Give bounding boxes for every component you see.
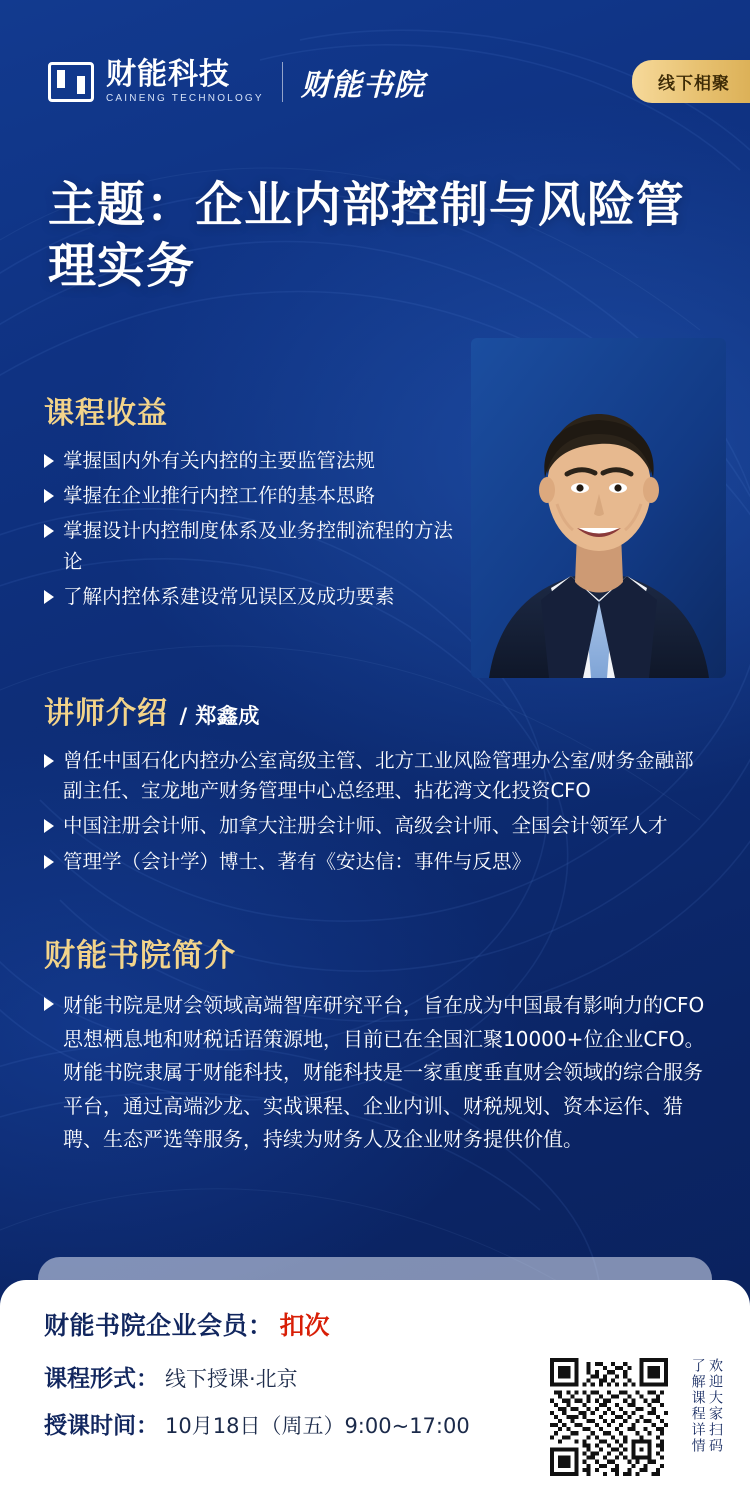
lecturer-portrait-photo: [471, 338, 726, 678]
page-title: 主题：企业内部控制与风险管理实务: [48, 177, 686, 295]
course-time-label: 授课时间：: [44, 1413, 159, 1439]
brand-name-secondary: 财能书院: [300, 68, 425, 103]
lecturer-heading-text: 讲师介绍: [44, 696, 168, 731]
list-item-text: 管理学（会计学）博士、著有《安达信：事件与反思》: [63, 849, 532, 873]
academy-intro-section: [44, 930, 712, 1162]
list-item-text: 财能书院是财会领域高端智库研究平台，旨在成为中国最有影响力的CFO思想栖息地和财税话语策源地，目前已在全国汇聚10000+位企业CFO。财能书院隶属于财能科技，财能科技是一家重度垂直财会领域的综合服务平台，通过高端沙龙、实战课程、企业内训、财税规划、资本运作、猎聘、生态严选等服务，持续为财务人及企业财务提供价值。: [63, 993, 705, 1152]
triangle-bullet-icon: [44, 997, 54, 1011]
brand-logo-text: [106, 57, 264, 104]
list-item: [44, 481, 464, 511]
list-item: [44, 847, 704, 877]
membership-value: 扣次: [279, 1311, 330, 1340]
qr-caption-line-2: 了解课程详情: [689, 1358, 706, 1454]
triangle-bullet-icon: [44, 454, 54, 468]
triangle-bullet-icon: [44, 590, 54, 604]
list-item: [44, 746, 704, 806]
intro-list: [44, 989, 712, 1157]
list-item: [44, 811, 704, 841]
lecturer-heading: [44, 688, 704, 732]
brand-name-cn: 财能科技: [106, 57, 230, 92]
triangle-bullet-icon: [44, 754, 54, 768]
triangle-bullet-icon: [44, 489, 54, 503]
list-item: [44, 446, 464, 476]
list-item-text: 了解内控体系建设常见误区及成功要素: [63, 584, 395, 608]
list-item-text: 掌握设计内控制度体系及业务控制流程的方法论: [63, 519, 454, 573]
intro-heading: 财能书院简介: [44, 938, 236, 974]
offline-event-badge: 线下相聚: [632, 60, 750, 103]
lecturer-name: / 郑鑫成: [179, 704, 260, 728]
list-item: [44, 516, 464, 576]
bottom-info-card: [0, 1280, 750, 1508]
course-benefits-section: [44, 388, 464, 617]
list-item: [44, 989, 712, 1157]
lecturer-list: [44, 746, 704, 877]
course-time-value: 10月18日（周五）9:00~17:00: [165, 1414, 470, 1438]
brand-name-en: CAINENG TECHNOLOGY: [106, 93, 264, 104]
list-item-text: 曾任中国石化内控办公室高级主管、北方工业风险管理办公室/财务金融部副主任、宝龙地产财务管理中心总经理、拈花湾文化投资CFO: [63, 749, 694, 803]
qr-code[interactable]: [550, 1358, 668, 1476]
qr-caption-line-1: 欢迎大家扫码: [707, 1358, 723, 1454]
logo-divider: [282, 62, 283, 102]
membership-row: [44, 1306, 716, 1342]
benefits-heading: 课程收益: [44, 396, 168, 431]
course-format-label: 课程形式：: [44, 1366, 159, 1392]
membership-label: 财能书院企业会员：: [44, 1311, 274, 1340]
list-item-text: 掌握国内外有关内控的主要监管法规: [63, 449, 376, 472]
triangle-bullet-icon: [44, 524, 54, 538]
list-item-text: 掌握在企业推行内控工作的基本思路: [63, 484, 376, 508]
list-item-text: 中国注册会计师、加拿大注册会计师、高级会计师、全国会计领军人才: [63, 814, 668, 838]
triangle-bullet-icon: [44, 855, 54, 869]
course-format-value: 线下授课·北京: [165, 1367, 298, 1391]
list-item: [44, 582, 464, 612]
triangle-bullet-icon: [44, 819, 54, 833]
lecturer-section: [44, 688, 704, 882]
brand-logo-icon: [48, 62, 94, 102]
qr-side-caption: [689, 1358, 722, 1478]
benefits-list: [44, 446, 464, 612]
